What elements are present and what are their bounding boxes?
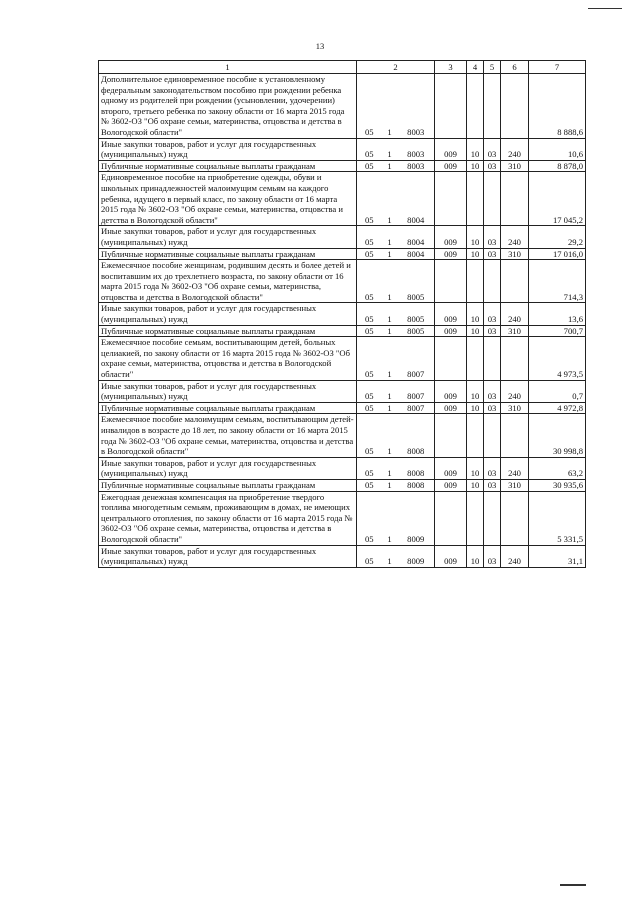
table-row (99, 337, 586, 380)
code-expense-type (501, 260, 529, 303)
row-description: Публичные нормативные социальные выплаты гражданам (99, 325, 357, 337)
code-subprogram: 1 (382, 337, 398, 380)
code-program: 05 (357, 337, 382, 380)
code-ministry (435, 260, 467, 303)
code-program: 05 (357, 248, 382, 260)
code-subsection: 03 (484, 303, 501, 325)
code-subsection (484, 491, 501, 545)
code-subsection: 03 (484, 248, 501, 260)
budget-table (98, 60, 586, 568)
code-subsection: 03 (484, 325, 501, 337)
code-program: 05 (357, 414, 382, 457)
code-subsection (484, 74, 501, 139)
row-description: Публичные нормативные социальные выплаты гражданам (99, 479, 357, 491)
row-description: Ежемесячное пособие женщинам, родившим десять и более детей и воспитавшим их до трехлетнего возраста, по закону области от 16 марта 2015 года № 3602-ОЗ "Об охране семьи, материнства, отцовства и детства в Вологодской области" (99, 260, 357, 303)
code-ministry: 009 (435, 325, 467, 337)
amount: 13,6 (529, 303, 586, 325)
code-expense-type: 240 (501, 457, 529, 479)
code-program: 05 (357, 325, 382, 337)
amount: 4 972,8 (529, 402, 586, 414)
code-direction: 8003 (398, 160, 435, 172)
code-ministry: 009 (435, 248, 467, 260)
code-section (467, 491, 484, 545)
code-ministry: 009 (435, 479, 467, 491)
code-expense-type (501, 491, 529, 545)
code-direction: 8007 (398, 337, 435, 380)
code-subsection (484, 414, 501, 457)
code-subprogram: 1 (382, 74, 398, 139)
code-subsection (484, 260, 501, 303)
column-header: 5 (484, 61, 501, 74)
code-direction: 8009 (398, 545, 435, 567)
code-section: 10 (467, 303, 484, 325)
code-subprogram: 1 (382, 402, 398, 414)
code-ministry: 009 (435, 545, 467, 567)
code-program: 05 (357, 457, 382, 479)
code-ministry: 009 (435, 138, 467, 160)
header-row (99, 61, 586, 74)
table-body (99, 61, 586, 568)
amount: 0,7 (529, 380, 586, 402)
code-ministry (435, 337, 467, 380)
code-section: 10 (467, 545, 484, 567)
code-ministry: 009 (435, 160, 467, 172)
code-program: 05 (357, 160, 382, 172)
amount: 63,2 (529, 457, 586, 479)
table-row (99, 74, 586, 139)
code-section: 10 (467, 226, 484, 248)
code-expense-type: 240 (501, 138, 529, 160)
code-subprogram: 1 (382, 325, 398, 337)
code-section: 10 (467, 402, 484, 414)
code-direction: 8005 (398, 325, 435, 337)
code-expense-type: 310 (501, 248, 529, 260)
code-subsection: 03 (484, 545, 501, 567)
code-direction: 8003 (398, 74, 435, 139)
row-description: Иные закупки товаров, работ и услуг для государственных (муниципальных) нужд (99, 138, 357, 160)
table-row (99, 402, 586, 414)
code-direction: 8009 (398, 491, 435, 545)
code-subprogram: 1 (382, 491, 398, 545)
code-expense-type: 240 (501, 303, 529, 325)
row-description: Ежемесячное пособие семьям, воспитывающим детей, больных целиакией, по закону области от 16 марта 2015 года № 3602-ОЗ "Об охране семьи, материнства, отцовства и детства в Вологодской области" (99, 337, 357, 380)
code-subsection: 03 (484, 226, 501, 248)
scan-mark-bottom-right (560, 884, 586, 886)
table-row (99, 479, 586, 491)
scan-mark-top-right (588, 8, 622, 9)
amount: 8 888,6 (529, 74, 586, 139)
amount: 17 045,2 (529, 172, 586, 226)
code-program: 05 (357, 138, 382, 160)
row-description: Дополнительное единовременное пособие к установленному федеральным законодательством пособию при рождении ребенка одному из родителей при рождении (усыновлении, удочерении) второго, третьего ребенка по закону области от 16 марта 2015 года № 3602-ОЗ "Об охране семьи, материнства, отцовства и детства в Вологодской области" (99, 74, 357, 139)
row-description: Иные закупки товаров, работ и услуг для государственных (муниципальных) нужд (99, 226, 357, 248)
table-row (99, 138, 586, 160)
code-subprogram: 1 (382, 226, 398, 248)
code-section: 10 (467, 160, 484, 172)
amount: 30 998,8 (529, 414, 586, 457)
code-expense-type (501, 74, 529, 139)
amount: 30 935,6 (529, 479, 586, 491)
row-description: Иные закупки товаров, работ и услуг для государственных (муниципальных) нужд (99, 380, 357, 402)
code-direction: 8008 (398, 414, 435, 457)
code-subprogram: 1 (382, 457, 398, 479)
column-header: 3 (435, 61, 467, 74)
code-expense-type: 310 (501, 160, 529, 172)
code-program: 05 (357, 545, 382, 567)
table-row (99, 160, 586, 172)
table-row (99, 545, 586, 567)
amount: 17 016,0 (529, 248, 586, 260)
code-section (467, 260, 484, 303)
code-subprogram: 1 (382, 248, 398, 260)
code-section: 10 (467, 479, 484, 491)
code-ministry (435, 414, 467, 457)
code-ministry (435, 491, 467, 545)
code-subsection (484, 337, 501, 380)
code-section (467, 337, 484, 380)
amount: 31,1 (529, 545, 586, 567)
code-direction: 8008 (398, 457, 435, 479)
code-program: 05 (357, 74, 382, 139)
table-row (99, 248, 586, 260)
row-description: Ежегодная денежная компенсация на приобретение твердого топлива многодетным семьям, проживающим в домах, не имеющих центрального отопления, по закону области от 16 марта 2015 года № 3602-ОЗ "Об охране семьи, материнства, отцовства и детства в Вологодской области" (99, 491, 357, 545)
code-section: 10 (467, 380, 484, 402)
code-program: 05 (357, 172, 382, 226)
code-subprogram: 1 (382, 545, 398, 567)
code-subsection: 03 (484, 380, 501, 402)
row-description: Иные закупки товаров, работ и услуг для государственных (муниципальных) нужд (99, 545, 357, 567)
code-subsection: 03 (484, 138, 501, 160)
row-description: Публичные нормативные социальные выплаты гражданам (99, 248, 357, 260)
code-expense-type: 310 (501, 325, 529, 337)
table-row (99, 491, 586, 545)
code-subprogram: 1 (382, 414, 398, 457)
code-expense-type (501, 414, 529, 457)
code-ministry: 009 (435, 380, 467, 402)
code-ministry: 009 (435, 402, 467, 414)
code-subsection (484, 172, 501, 226)
code-expense-type (501, 172, 529, 226)
code-expense-type: 240 (501, 226, 529, 248)
column-header: 7 (529, 61, 586, 74)
code-subsection: 03 (484, 479, 501, 491)
code-subsection: 03 (484, 457, 501, 479)
code-subprogram: 1 (382, 160, 398, 172)
row-description: Публичные нормативные социальные выплаты гражданам (99, 160, 357, 172)
code-program: 05 (357, 402, 382, 414)
code-ministry: 009 (435, 226, 467, 248)
code-subsection: 03 (484, 402, 501, 414)
table-row (99, 414, 586, 457)
code-program: 05 (357, 303, 382, 325)
amount: 10,6 (529, 138, 586, 160)
code-direction: 8004 (398, 226, 435, 248)
code-direction: 8005 (398, 260, 435, 303)
code-direction: 8004 (398, 172, 435, 226)
code-direction: 8004 (398, 248, 435, 260)
code-subprogram: 1 (382, 172, 398, 226)
code-section (467, 74, 484, 139)
code-ministry (435, 74, 467, 139)
code-subprogram: 1 (382, 260, 398, 303)
table-row (99, 226, 586, 248)
table-row (99, 260, 586, 303)
code-section (467, 414, 484, 457)
code-section: 10 (467, 325, 484, 337)
table-row (99, 380, 586, 402)
amount: 29,2 (529, 226, 586, 248)
amount: 5 331,5 (529, 491, 586, 545)
code-direction: 8003 (398, 138, 435, 160)
code-program: 05 (357, 260, 382, 303)
code-direction: 8008 (398, 479, 435, 491)
code-program: 05 (357, 380, 382, 402)
code-expense-type (501, 337, 529, 380)
table-row (99, 303, 586, 325)
code-subprogram: 1 (382, 479, 398, 491)
code-expense-type: 310 (501, 479, 529, 491)
code-ministry: 009 (435, 457, 467, 479)
row-description: Иные закупки товаров, работ и услуг для государственных (муниципальных) нужд (99, 457, 357, 479)
code-subsection: 03 (484, 160, 501, 172)
table-row (99, 172, 586, 226)
code-section: 10 (467, 457, 484, 479)
code-subprogram: 1 (382, 138, 398, 160)
code-section: 10 (467, 248, 484, 260)
code-section (467, 172, 484, 226)
code-ministry: 009 (435, 303, 467, 325)
row-description: Публичные нормативные социальные выплаты гражданам (99, 402, 357, 414)
column-header: 4 (467, 61, 484, 74)
code-expense-type: 240 (501, 545, 529, 567)
table-row (99, 325, 586, 337)
column-header: 1 (99, 61, 357, 74)
row-description: Иные закупки товаров, работ и услуг для государственных (муниципальных) нужд (99, 303, 357, 325)
amount: 4 973,5 (529, 337, 586, 380)
code-subprogram: 1 (382, 380, 398, 402)
column-header: 2 (357, 61, 435, 74)
amount: 700,7 (529, 325, 586, 337)
code-expense-type: 310 (501, 402, 529, 414)
code-expense-type: 240 (501, 380, 529, 402)
page-number: 13 (315, 41, 325, 51)
code-program: 05 (357, 226, 382, 248)
code-direction: 8007 (398, 380, 435, 402)
column-header: 6 (501, 61, 529, 74)
amount: 714,3 (529, 260, 586, 303)
row-description: Единовременное пособие на приобретение одежды, обуви и школьных принадлежностей малоимущим семьям на каждого ребенка, идущего в первый класс, по закону области от 16 марта 2015 года № 3602-ОЗ "Об охране семьи, материнства, отцовства и детства в Вологодской области" (99, 172, 357, 226)
code-program: 05 (357, 491, 382, 545)
code-direction: 8007 (398, 402, 435, 414)
code-program: 05 (357, 479, 382, 491)
code-subprogram: 1 (382, 303, 398, 325)
table-row (99, 457, 586, 479)
row-description: Ежемесячное пособие малоимущим семьям, воспитывающим детей-инвалидов в возрасте до 18 лет, по закону области от 16 марта 2015 года № 3602-ОЗ "Об охране семьи, материнства, отцовства и детства в Вологодской области" (99, 414, 357, 457)
code-section: 10 (467, 138, 484, 160)
code-direction: 8005 (398, 303, 435, 325)
amount: 8 878,0 (529, 160, 586, 172)
code-ministry (435, 172, 467, 226)
